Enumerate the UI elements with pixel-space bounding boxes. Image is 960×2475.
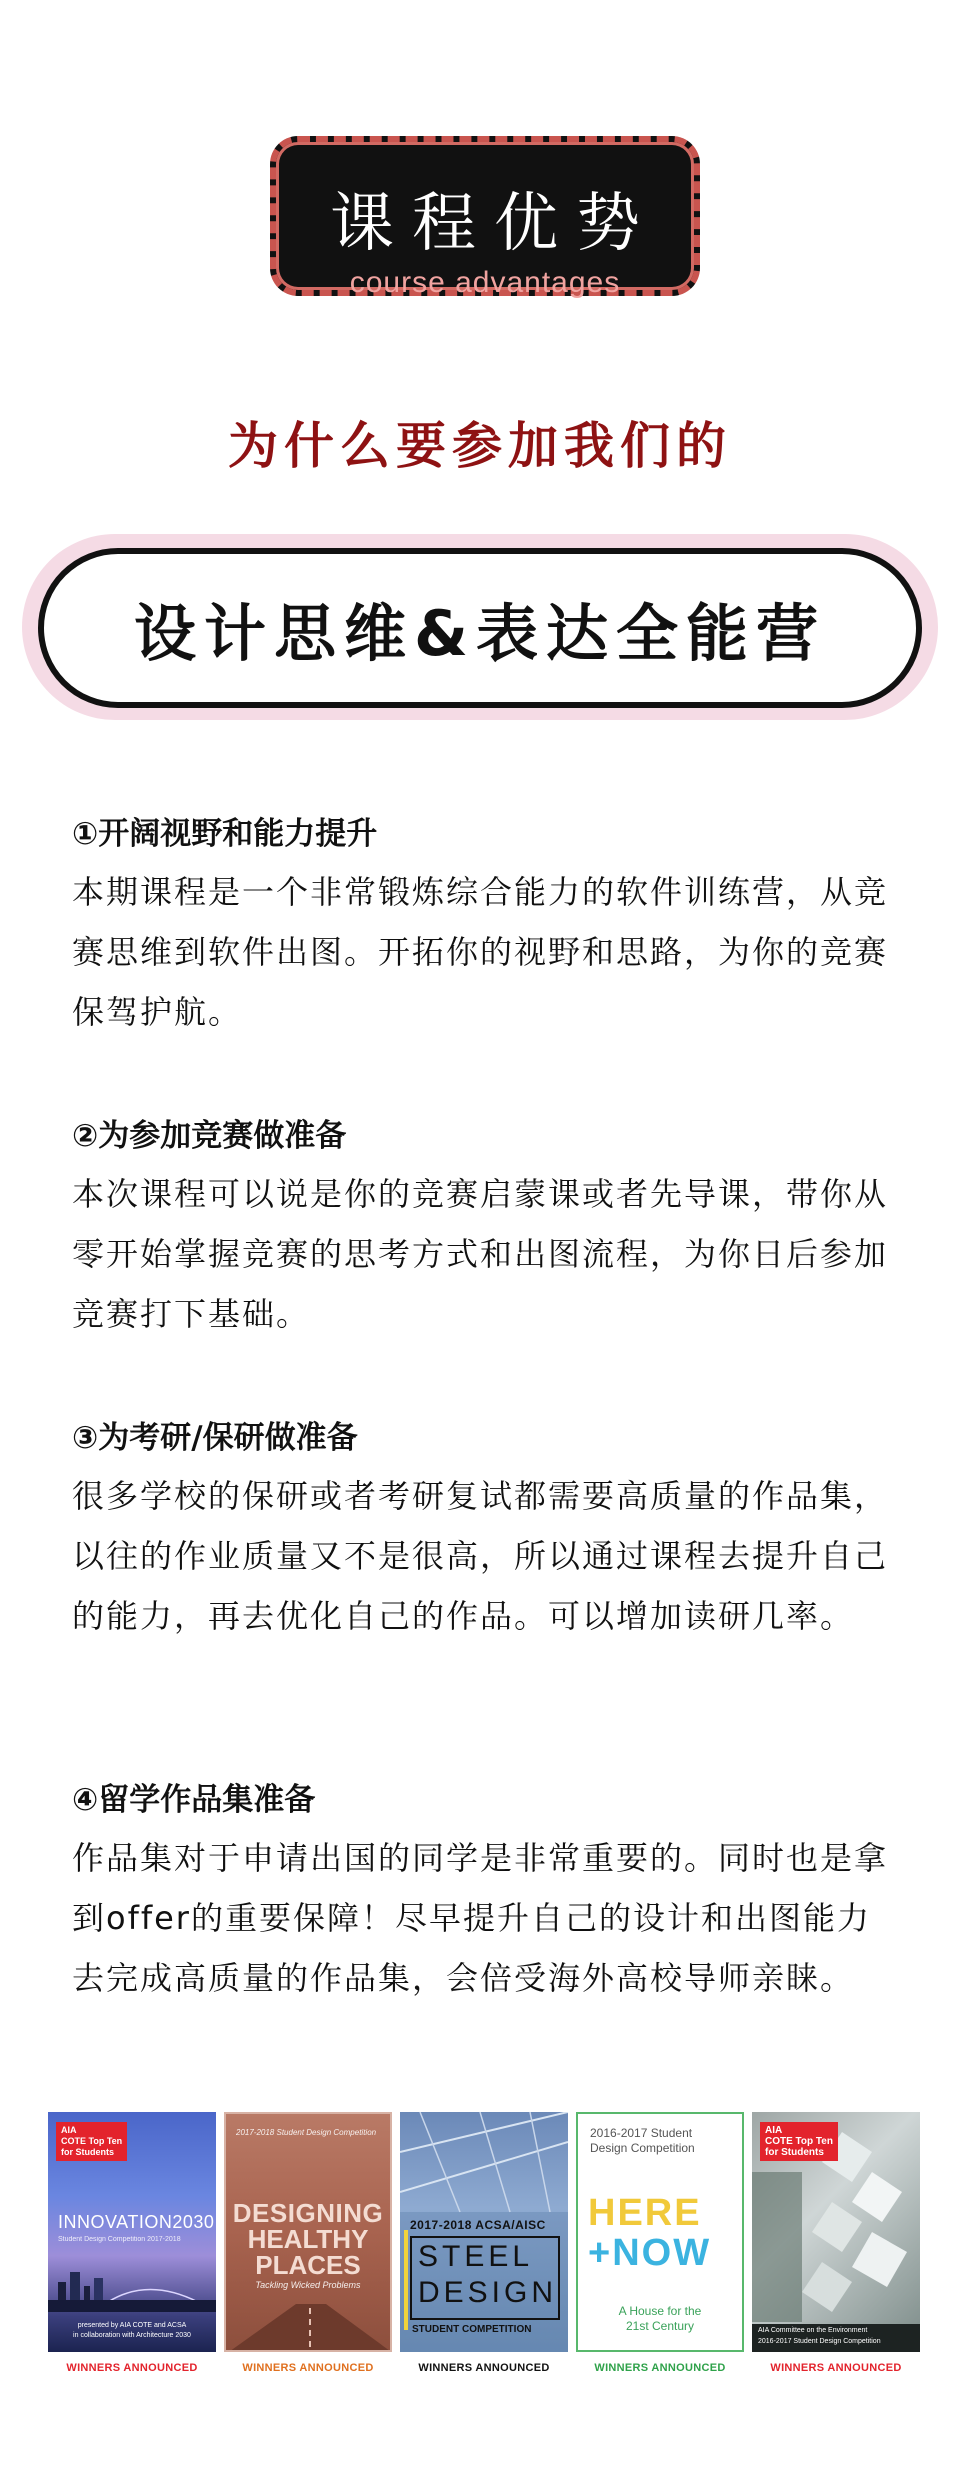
- tag-line: for Students: [765, 2147, 824, 2158]
- poster-footer: in collaboration with Architecture 2030: [73, 2332, 191, 2339]
- advantage-section-2: [72, 1114, 902, 1344]
- poster-top-text: Design Competition: [590, 2141, 695, 2155]
- poster-caption: WINNERS ANNOUNCED: [770, 2362, 902, 2374]
- why-join-headline: 为什么要参加我们的: [228, 417, 732, 475]
- camp-title-pill: [38, 548, 922, 708]
- section-title: ①开阔视野和能力提升: [72, 816, 378, 852]
- tag-line: COTE Top Ten: [61, 2136, 123, 2146]
- section-body: 很多学校的保研或者考研复试都需要高质量的作品集，以往的作业质量又不是很高，所以通过课程去提升自己的能力，再去优化自己的作品。可以增加读研几率。: [72, 1477, 889, 1635]
- poster-caption: WINNERS ANNOUNCED: [418, 2362, 550, 2374]
- poster-footer: AIA Committee on the Environment: [758, 2327, 868, 2334]
- poster-title-line: +NOW: [588, 2232, 712, 2274]
- poster-caption: WINNERS ANNOUNCED: [594, 2362, 726, 2374]
- competition-posters: [48, 2112, 912, 2378]
- poster-caption: WINNERS ANNOUNCED: [242, 2362, 374, 2374]
- course-advantages-badge: [270, 136, 700, 299]
- yellow-accent-bar: [404, 2230, 408, 2330]
- poster-designing-healthy-places: [224, 2112, 392, 2352]
- poster-subtitle: Student Design Competition 2017-2018: [58, 2236, 181, 2243]
- aia-cote-tag: [56, 2122, 127, 2161]
- city-skyline-illustration: [48, 2252, 216, 2312]
- tag-line: COTE Top Ten: [765, 2136, 833, 2147]
- poster-subtitle: STUDENT COMPETITION: [412, 2324, 532, 2335]
- section-title: ②为参加竞赛做准备: [72, 1118, 347, 1154]
- section-title: ③为考研/保研做准备: [72, 1420, 358, 1456]
- poster-title-line: HEALTHY: [247, 2224, 369, 2254]
- camp-title: 设计思维&表达全能营: [133, 596, 827, 670]
- poster-top-text: 2016-2017 Student: [590, 2126, 693, 2140]
- section-body: 作品集对于申请出国的同学是非常重要的。同时也是拿到offer的重要保障！尽早提升自己的设计和出图能力去完成高质量的作品集，会倍受海外高校导师亲睐。: [72, 1839, 889, 1997]
- tag-line: AIA: [765, 2125, 783, 2136]
- section-body: 本次课程可以说是你的竞赛启蒙课或者先导课，带你从零开始掌握竞赛的思考方式和出图流程，为你日后参加竞赛打下基础。: [72, 1175, 889, 1333]
- tag-line: for Students: [61, 2147, 114, 2157]
- tag-line: AIA: [61, 2125, 77, 2135]
- poster-title-line: STEEL: [418, 2240, 534, 2273]
- poster-title: INNOVATION2030: [58, 2212, 215, 2232]
- aia-cote-tag: [760, 2122, 838, 2161]
- poster-here-now: [576, 2112, 744, 2352]
- poster-subtitle: 21st Century: [625, 2319, 695, 2333]
- poster-steel-design: [400, 2112, 568, 2352]
- poster-innovation-2030: [48, 2112, 216, 2352]
- advantage-section-4: [72, 1778, 902, 2008]
- poster-footer: 2016-2017 Student Design Competition: [758, 2338, 881, 2345]
- poster-subtitle: Tackling Wicked Problems: [255, 2280, 361, 2290]
- poster-caption: WINNERS ANNOUNCED: [66, 2362, 198, 2374]
- poster-title-line: PLACES: [255, 2250, 361, 2280]
- poster-footer: presented by AIA COTE and ACSA: [77, 2322, 187, 2329]
- poster-subtitle: A House for the: [618, 2304, 702, 2318]
- section-body: 本期课程是一个非常锻炼综合能力的软件训练营，从竞赛思维到软件出图。开拓你的视野和思路，为你的竞赛保驾护航。: [72, 873, 889, 1031]
- poster-top-text: 2017-2018 ACSA/AISC: [410, 2218, 546, 2232]
- badge-title: 课程优势: [330, 187, 658, 261]
- advantage-section-3: [72, 1416, 902, 1646]
- advantage-section-1: [72, 812, 902, 1042]
- poster-top-text: 2017-2018 Student Design Competition: [236, 2128, 377, 2137]
- poster-title-line: DESIGN: [418, 2276, 558, 2309]
- badge-subtitle: course advantages: [349, 266, 621, 299]
- poster-aia-cote-2016: [752, 2112, 920, 2352]
- poster-title-line: DESIGNING: [232, 2198, 384, 2228]
- section-title: ④留学作品集准备: [72, 1782, 316, 1818]
- road-illustration: [226, 2294, 392, 2352]
- poster-title-line: HERE: [588, 2192, 702, 2234]
